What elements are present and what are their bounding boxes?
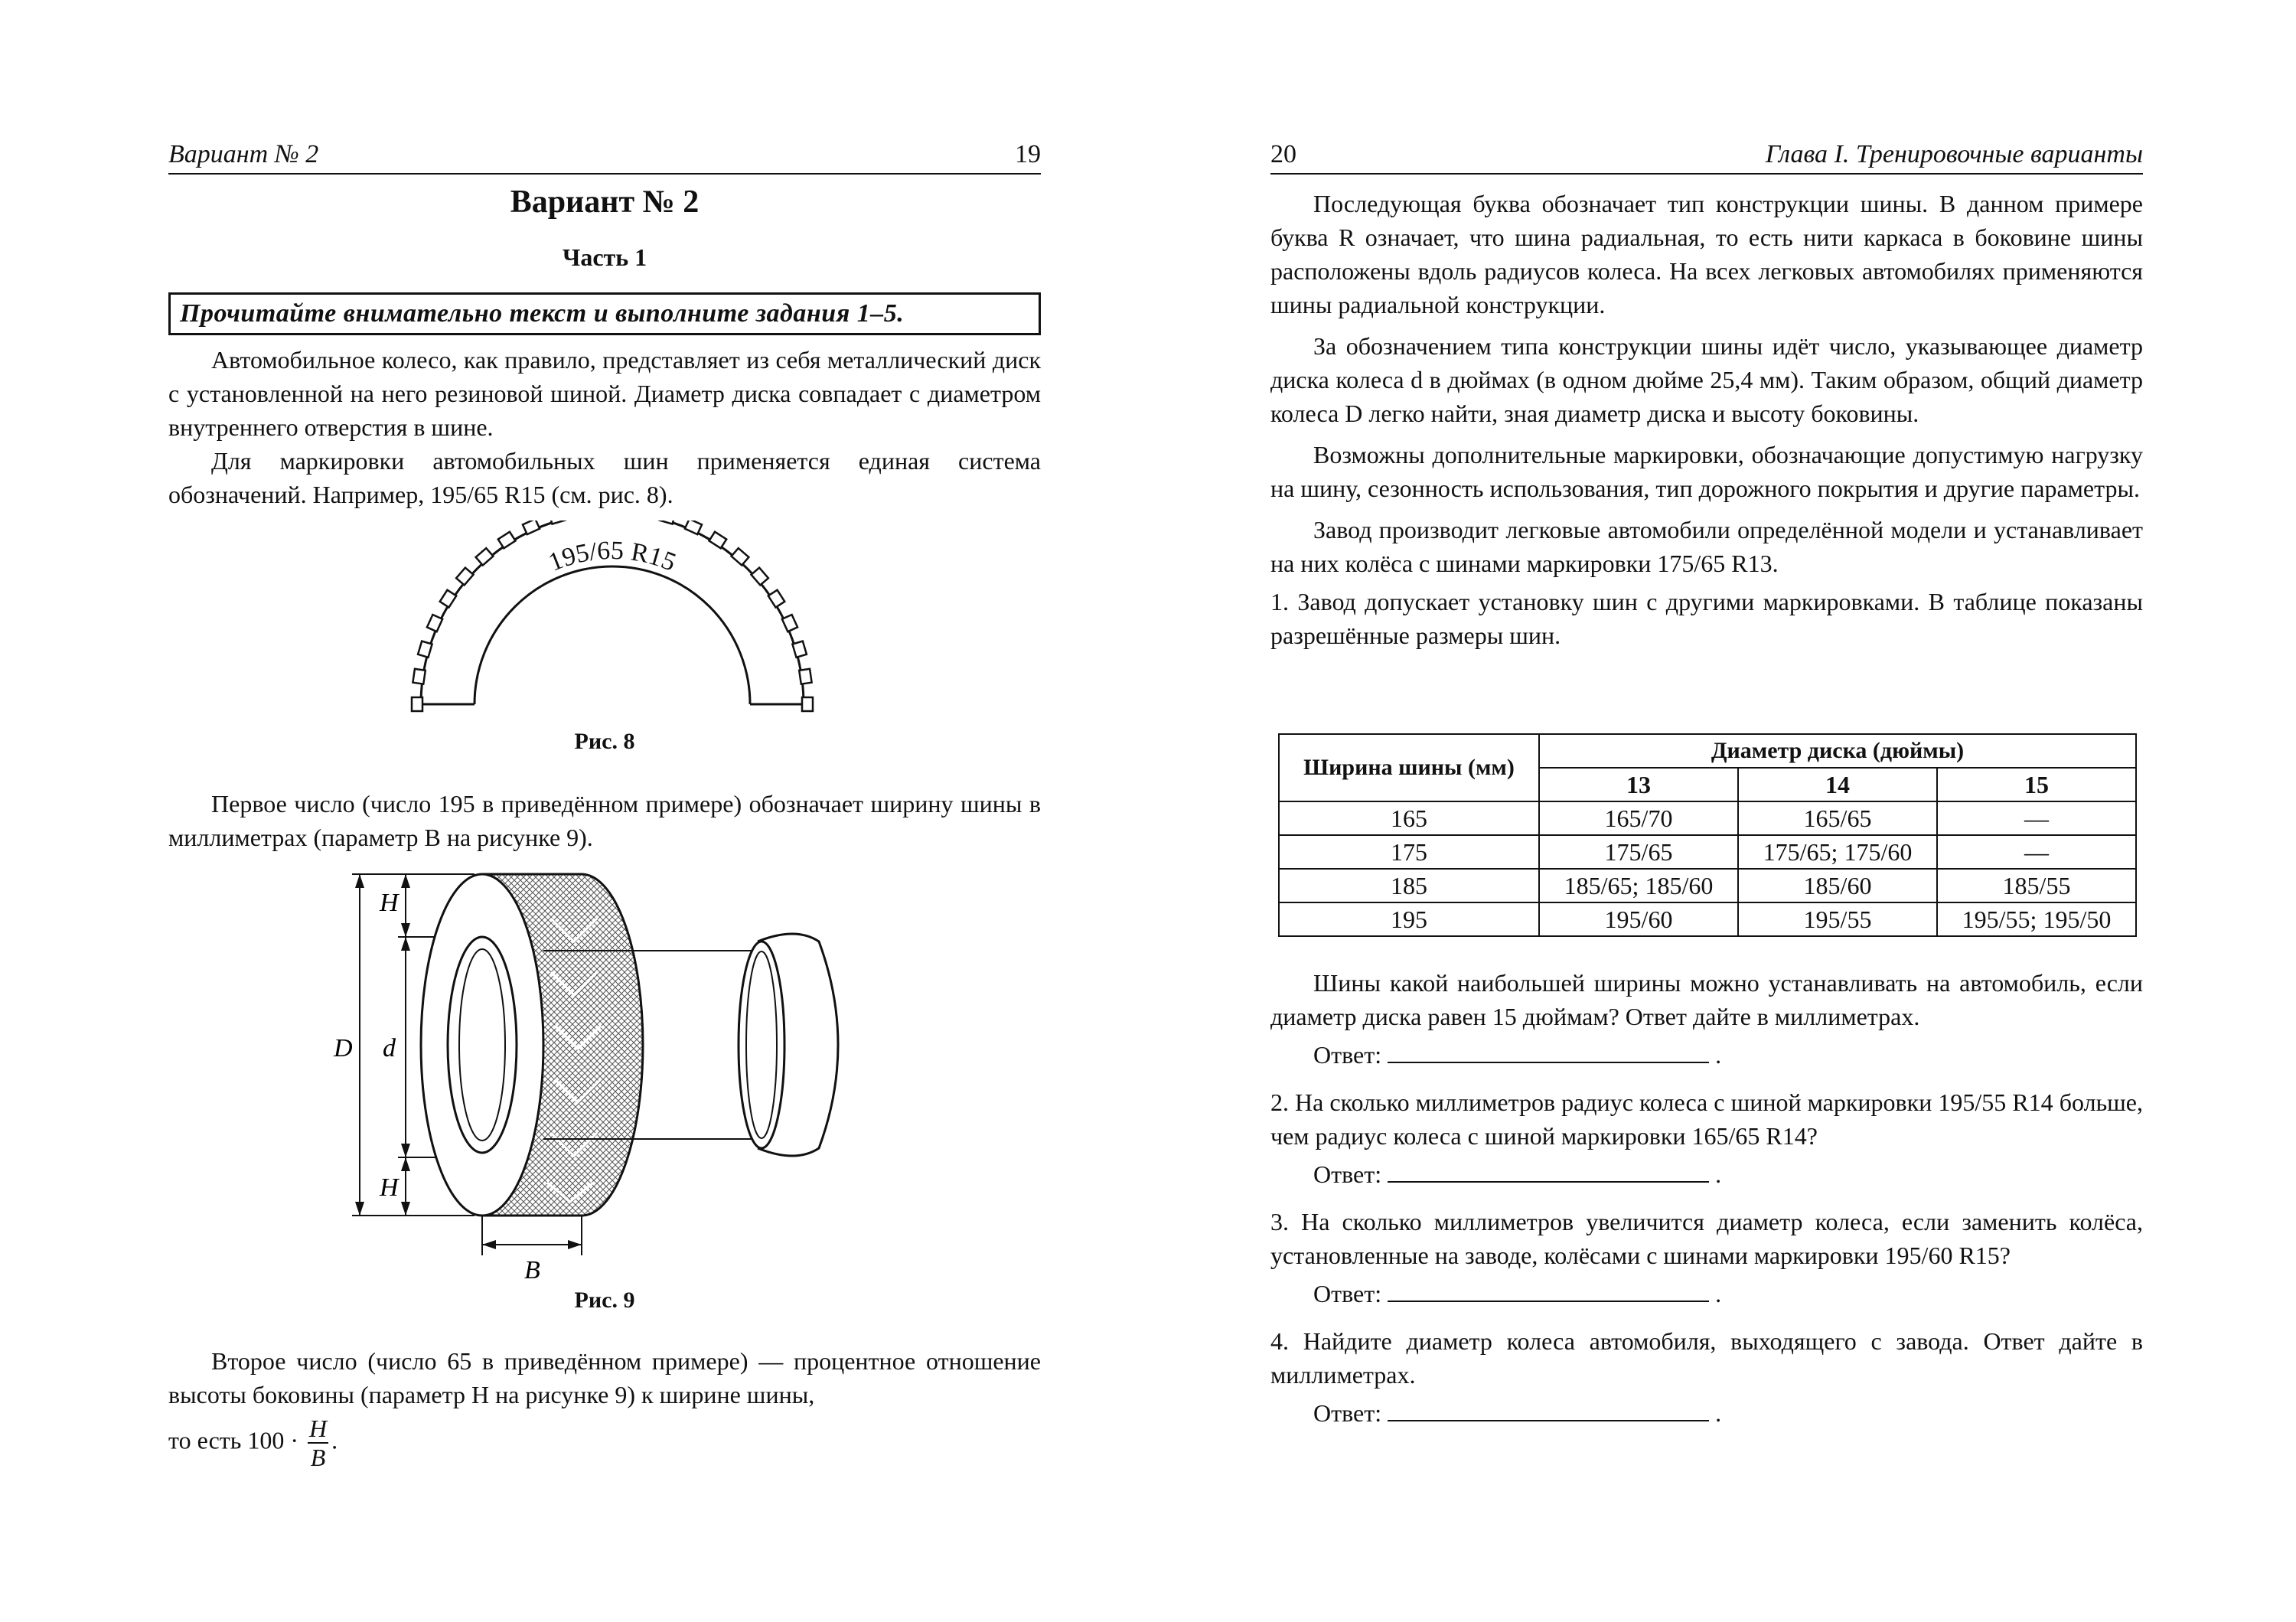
tread-block [498, 532, 516, 549]
table-row [1279, 835, 2136, 869]
tread-block [418, 641, 432, 658]
tread-block [413, 669, 425, 684]
paragraph-height-ratio: Второе число (число 65 в приведённом примере) — процентное отношение высоты боковины (параметр H на рисунке 9) к ширине шины, [168, 1347, 1041, 1408]
table-row [1279, 902, 2136, 936]
running-head-right [1270, 136, 2143, 175]
tread-block [523, 521, 540, 534]
tread-block [802, 697, 813, 711]
table-header-diameter: Диаметр диска (дюймы) [1539, 734, 2136, 768]
formula-numerator: H [309, 1415, 328, 1442]
answer-1 [1270, 1038, 2143, 1072]
table-cell: 185/55 [1937, 869, 2136, 902]
answer-end: . [1715, 1041, 1722, 1069]
paragraph-width: Первое число (число 195 в приведённом примере) обозначает ширину шины в миллиметрах (параметр B на рисунке 9). [168, 790, 1041, 851]
table-cell: 185 [1279, 869, 1539, 902]
tread-block [799, 669, 811, 684]
answer-2-field[interactable] [1388, 1158, 1709, 1183]
fig9-label-D: D [334, 1034, 353, 1062]
answer-4 [1270, 1396, 2143, 1430]
formula-denominator: B [310, 1444, 326, 1471]
tread-block [440, 590, 457, 608]
tread-block [685, 521, 702, 534]
answer-label: Ответ: [1313, 1160, 1382, 1188]
part-title: Часть 1 [562, 243, 647, 271]
tread-block [792, 641, 807, 658]
table-cell: 165/65 [1738, 801, 1937, 835]
answer-1-field[interactable] [1388, 1039, 1709, 1063]
task-1-question: Шины какой наибольшей ширины можно устанавливать на автомобиль, если диаметр диска равен 15 дюймам? Ответ дайте в миллиметрах. [1270, 969, 2143, 1030]
variant-title: Вариант № 2 [510, 184, 700, 220]
paragraph-diameter: За обозначением типа конструкции шины идёт число, указывающее диаметр диска колеса d в дюймах (в одном дюйме 25,4 мм). Таким образом, общий диаметр колеса D легко найти, зная диаметр диска и высоту боковины. [1270, 332, 2143, 427]
answer-end: . [1715, 1280, 1722, 1307]
page-number-19: 19 [1015, 140, 1041, 168]
table-cell: 195 [1279, 902, 1539, 936]
formula-line [168, 1415, 1041, 1471]
table-cell: 185/65; 185/60 [1539, 869, 1738, 902]
tread-block [476, 548, 494, 565]
fig9-label-H-bottom: H [380, 1173, 399, 1202]
task-1-intro: 1. Завод допускает установку шин с другими маркировками. В таблице показаны разрешённые размеры шин. [1270, 588, 2143, 649]
fig8-caption: Рис. 8 [574, 729, 635, 754]
answer-label: Ответ: [1313, 1280, 1382, 1307]
table-cell: 195/55; 195/50 [1937, 902, 2136, 936]
table-row [1279, 869, 2136, 902]
answer-3-field[interactable] [1388, 1278, 1709, 1302]
paragraph-wheel: Автомобильное колесо, как правило, представляет из себя металлический диск с установленной на него резиновой шиной. Диаметр диска совпадает с диаметром внутреннего отверстия в шине. [168, 346, 1041, 441]
answer-2 [1270, 1157, 2143, 1191]
figure-8-tire-arch [398, 521, 827, 720]
table-cell: 195/55 [1738, 902, 1937, 936]
paragraph-extra-marking: Возможны дополнительные маркировки, обозначающие допустимую нагрузку на шину, сезонность использования, тип дорожного покрытия и другие параметры. [1270, 441, 2143, 502]
tread-block [752, 568, 768, 586]
table-header-width: Ширина шины (мм) [1279, 734, 1539, 801]
table-cell: 195/60 [1539, 902, 1738, 936]
tread-block [659, 521, 675, 524]
left-page [168, 0, 1041, 1622]
table-row [1279, 801, 2136, 835]
table-cell: 165/70 [1539, 801, 1738, 835]
answer-label: Ответ: [1313, 1041, 1382, 1069]
task-4: 4. Найдите диаметр колеса автомобиля, выходящего с завода. Ответ дайте в миллиметрах. [1270, 1327, 2143, 1389]
answer-end: . [1715, 1399, 1722, 1427]
tread-block [782, 615, 797, 632]
running-head-chapter: Глава I. Тренировочные варианты [1765, 140, 2143, 168]
table-cell: — [1937, 835, 2136, 869]
tread-block [427, 615, 442, 632]
fig8-label: 195/65 R15 [544, 536, 680, 577]
fig9-label-H-top: H [380, 889, 399, 917]
answer-end: . [1715, 1160, 1722, 1188]
tread-block [768, 590, 785, 608]
table-cell: 175/65 [1539, 835, 1738, 869]
table-cell: 165 [1279, 801, 1539, 835]
formula-suffix: . [331, 1426, 338, 1454]
fig9-caption: Рис. 9 [574, 1287, 635, 1313]
tread-block [456, 568, 473, 586]
formula-fraction [308, 1415, 328, 1471]
answer-label: Ответ: [1313, 1399, 1382, 1427]
tire-sizes-table [1278, 733, 2137, 937]
paragraph-marking: Для маркировки автомобильных шин применяется единая система обозначений. Например, 195/65 R15 (см. рис. 8). [168, 447, 1041, 508]
formula-prefix: то есть 100 · [168, 1426, 298, 1454]
table-header-15: 15 [1937, 768, 2136, 801]
paragraph-construction: Последующая буква обозначает тип конструкции шины. В данном примере буква R означает, что шина радиальная, то есть нити каркаса в боковине шины расположены вдоль радиусов колеса. На всех легковых автомобилях применяются шины радиальной конструкции. [1270, 190, 2143, 318]
figure-9-tire-cross-section [321, 865, 1026, 1294]
task-3: 3. На сколько миллиметров увеличится диаметр колеса, если заменить колёса, установленные на заводе, колёсами с шинами маркировки 195/60 R15? [1270, 1208, 2143, 1269]
fig9-label-d: d [383, 1034, 396, 1062]
page-number-20: 20 [1270, 140, 1296, 168]
task-2: 2. На сколько миллиметров радиус колеса с шиной маркировки 195/55 R14 больше, чем радиус колеса с шиной маркировки 165/65 R14? [1270, 1088, 2143, 1150]
answer-4-field[interactable] [1388, 1397, 1709, 1421]
tread-block [732, 548, 749, 565]
table-cell: — [1937, 801, 2136, 835]
instruction-box: Прочитайте внимательно текст и выполните задания 1–5. [168, 292, 1041, 335]
table-cell: 185/60 [1738, 869, 1937, 902]
answer-3 [1270, 1277, 2143, 1310]
fig9-label-B: B [524, 1256, 540, 1284]
tread-block [412, 697, 422, 711]
table-cell: 175/65; 175/60 [1738, 835, 1937, 869]
running-head-left [168, 136, 1041, 175]
paragraph-factory: Завод производит легковые автомобили определённой модели и устанавливает на них колёса с шинами маркировки 175/65 R13. [1270, 516, 2143, 577]
table-header-14: 14 [1738, 768, 1937, 801]
right-page [1270, 0, 2143, 1622]
tread-block [550, 521, 566, 524]
table-cell: 175 [1279, 835, 1539, 869]
table-header-13: 13 [1539, 768, 1738, 801]
running-head-title: Вариант № 2 [168, 140, 319, 168]
tread-block [709, 532, 727, 549]
